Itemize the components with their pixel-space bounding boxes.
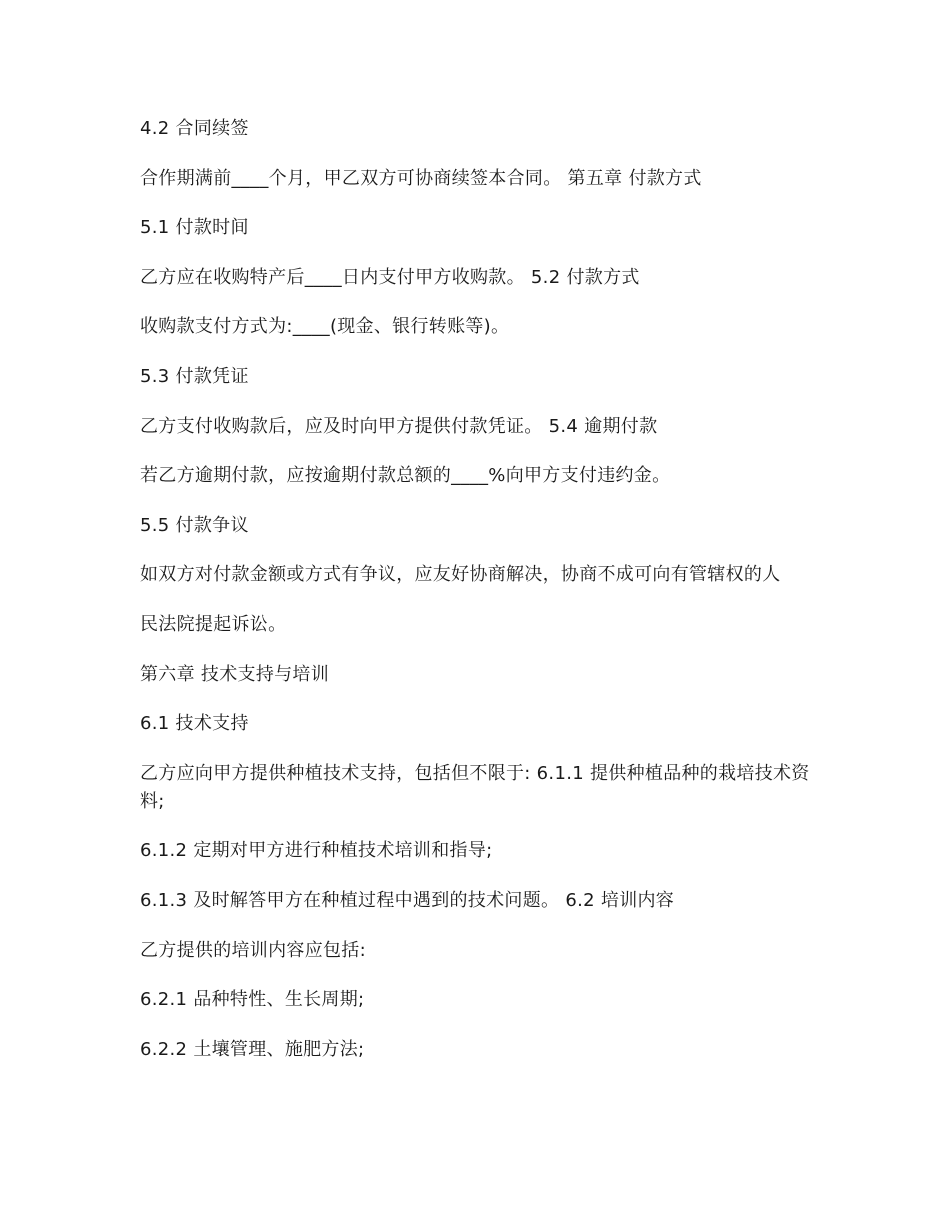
section-heading-4-2: 4.2 合同续签: [140, 118, 249, 139]
section-heading-5-3: 5.3 付款凭证: [140, 365, 249, 387]
paragraph-renewal: 合作期满前____个月，甲乙双方可协商续签本合同。 第五章 付款方式: [140, 167, 702, 189]
paragraph-late-payment: 若乙方逾期付款，应按逾期付款总额的____%向甲方支付违约金。: [140, 465, 671, 487]
paragraph-payment-dispute: 如双方对付款金额或方式有争议，应友好协商解决，协商不成可向有管辖权的人: [140, 564, 781, 586]
paragraph-payment-method: 收购款支付方式为:____(现金、银行转账等)。: [140, 316, 510, 338]
section-heading-6-1: 6.1 技术支持: [140, 713, 249, 735]
paragraph-payment-time: 乙方应在收购特产后____日内支付甲方收购款。 5.2 付款方式: [140, 266, 640, 288]
item-6-2-2: 6.2.2 土壤管理、施肥方法;: [140, 1038, 365, 1060]
chapter-heading-6: 第六章 技术支持与培训: [140, 663, 330, 685]
section-heading-5-1: 5.1 付款时间: [140, 217, 249, 239]
item-6-2-1: 6.2.1 品种特性、生长周期;: [140, 989, 365, 1011]
paragraph-training-content: 乙方提供的培训内容应包括:: [140, 939, 366, 961]
paragraph-payment-voucher: 乙方支付收购款后，应及时向甲方提供付款凭证。 5.4 逾期付款: [140, 415, 658, 437]
document-body: [140, 115, 820, 1085]
paragraph-payment-dispute-cont: 民法院提起诉讼。: [140, 613, 287, 635]
section-heading-5-5: 5.5 付款争议: [140, 514, 249, 536]
item-6-1-3: 6.1.3 及时解答甲方在种植过程中遇到的技术问题。 6.2 培训内容: [140, 889, 675, 911]
paragraph-tech-support: 乙方应向甲方提供种植技术支持，包括但不限于: 6.1.1 提供种植品种的栽培技术资料;: [140, 762, 810, 812]
item-6-1-2: 6.1.2 定期对甲方进行种植技术培训和指导;: [140, 840, 493, 862]
